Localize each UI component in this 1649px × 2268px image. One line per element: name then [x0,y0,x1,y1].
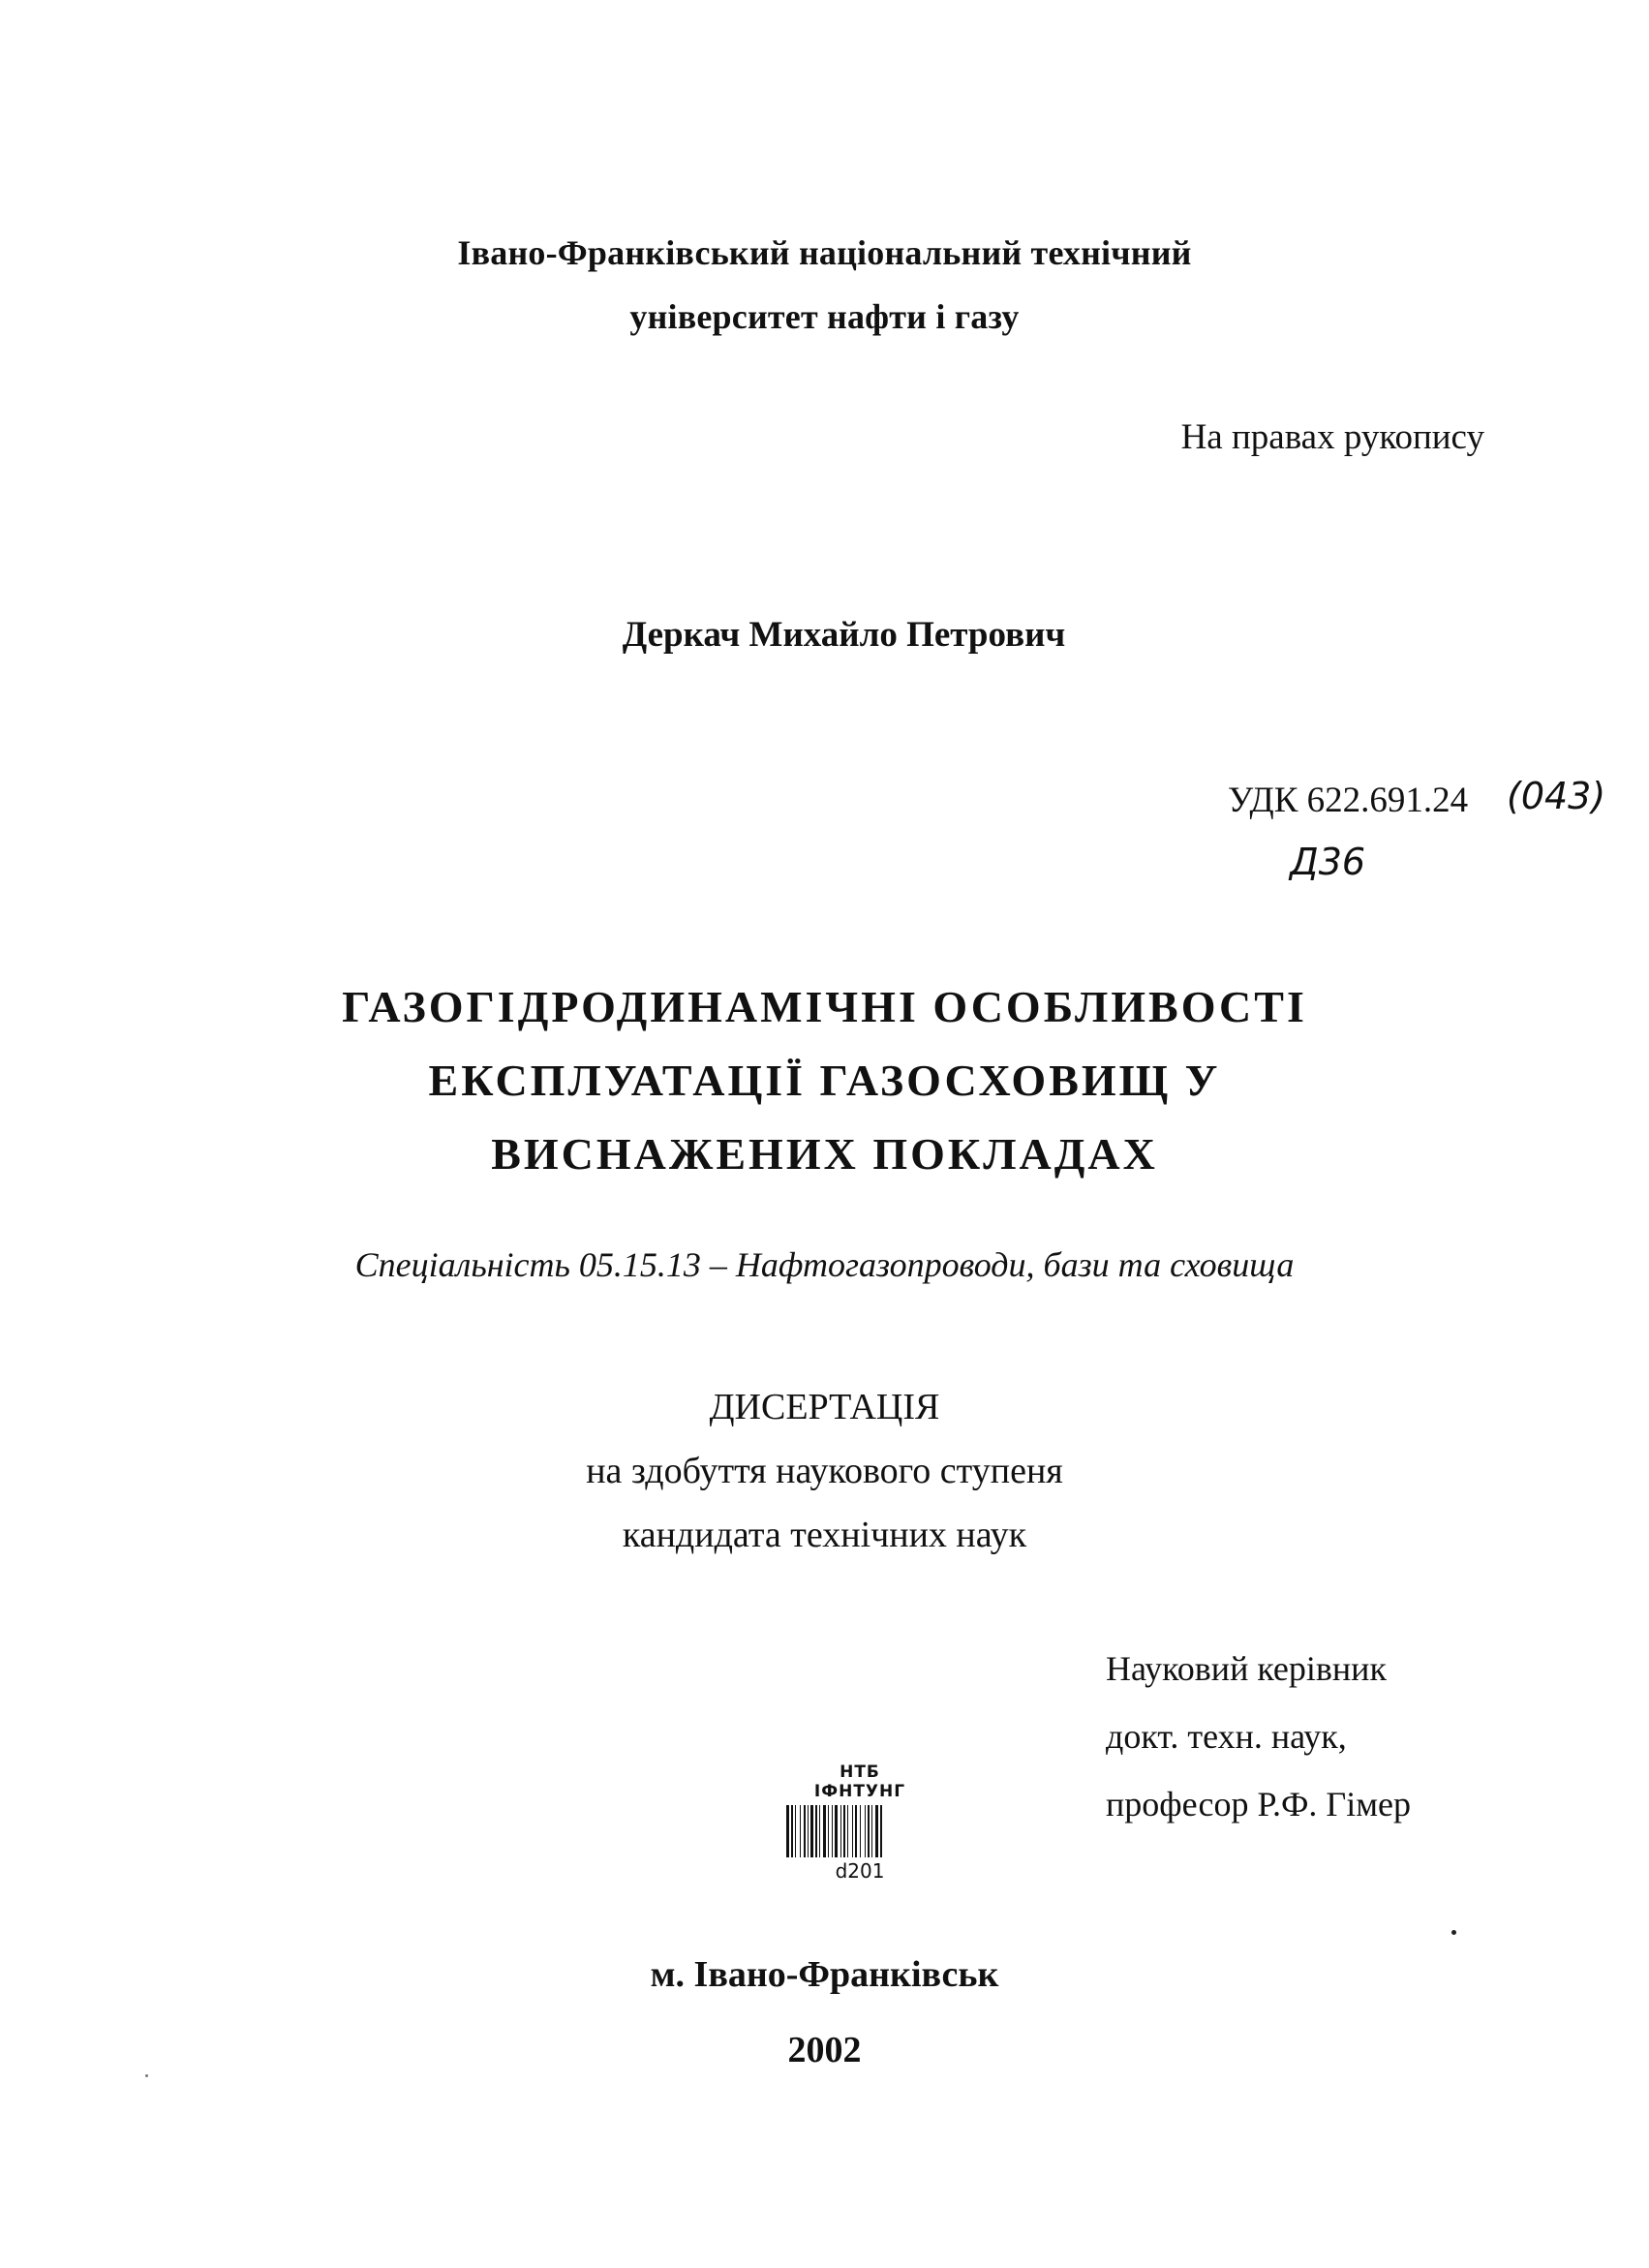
institution-line-2: університет нафти і газу [629,297,1020,336]
manuscript-note: На правах рукопису [1180,417,1484,457]
library-name-line-1: НТБ [840,1762,880,1782]
title-line-1: ГАЗОГІДРОДИНАМІЧНІ ОСОБЛИВОСТІ [342,982,1307,1031]
city-year [0,1937,1649,2088]
title-line-3: ВИСНАЖЕНИХ ПОКЛАДАХ [491,1129,1158,1179]
library-code: d201 [835,1859,885,1883]
specialty: Спеціальність 05.15.13 – Нафтогазопроводи, бази та сховища [354,1245,1295,1284]
dissertation-title [0,970,1649,1191]
year: 2002 [787,2030,862,2070]
library-name-line-2: ІФНТУНГ [813,1782,906,1801]
scan-speck [1451,1930,1456,1935]
supervisor-block [1106,1635,1411,1838]
library-stamp [782,1762,937,1883]
supervisor-line-2: докт. техн. наук, [1106,1717,1347,1756]
title-line-2: ЕКСПЛУАТАЦІЇ ГАЗОСХОВИЩ У [428,1056,1221,1105]
dissertation-degree [0,1375,1649,1567]
barcode-icon [784,1805,935,1857]
supervisor-line-3: професор Р.Ф. Гімер [1106,1785,1411,1824]
city: м. Івано-Франківськ [650,1954,999,1995]
udk-handwritten-number: Д36 [1290,841,1366,883]
scan-speck [145,2074,148,2077]
supervisor-line-1: Науковий керівник [1106,1649,1387,1688]
author-name: Деркач Михайло Петрович [622,615,1066,655]
udk-handwritten-suffix: (043) [1507,775,1606,817]
institution-line-1: Івано-Франківський національний технічний [457,233,1192,272]
udk-code: УДК 622.691.24 [1228,781,1469,820]
degree-line-1: на здобуття наукового ступеня [586,1451,1063,1491]
dissertation-heading: ДИСЕРТАЦІЯ [709,1387,940,1427]
degree-line-2: кандидата технічних наук [622,1515,1027,1555]
institution-name [0,221,1649,349]
